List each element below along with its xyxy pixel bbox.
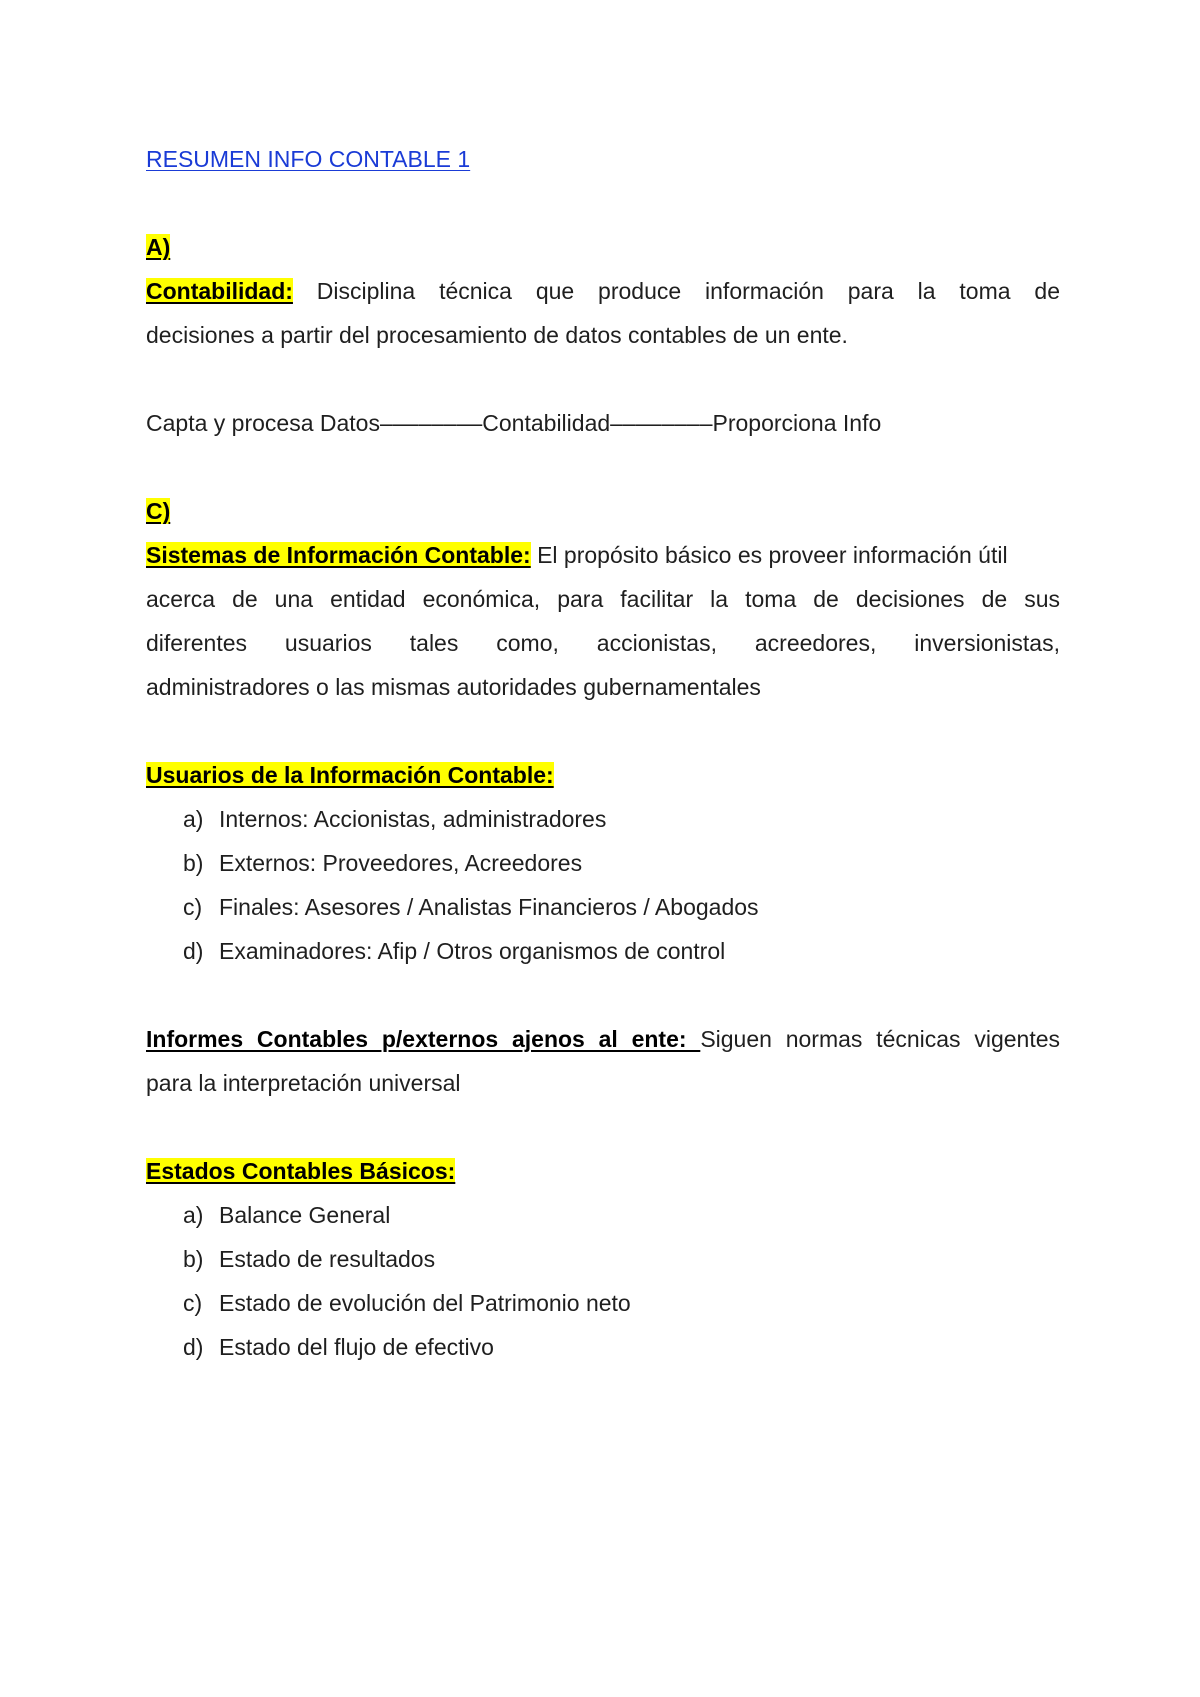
informes-definition-text-2: para la interpretación universal <box>146 1070 461 1096</box>
list-marker: a) <box>183 1202 204 1228</box>
section-a-label-line <box>146 225 1060 269</box>
estados-heading: Estados Contables Básicos: <box>146 1158 456 1184</box>
section-c-definition-text-3: diferentes usuarios tales como, accionistas, acreedores, inversionistas, <box>146 630 1060 656</box>
section-a-definition-line-2 <box>146 313 1060 357</box>
section-a-flow-text: Capta y procesa Datos––––––––Contabilidad––––––––Proporciona Info <box>146 410 882 436</box>
section-c-label: C) <box>146 498 171 524</box>
section-c-definition-text-2: acerca de una entidad económica, para facilitar la toma de decisiones de sus <box>146 586 1060 612</box>
section-c-definition-text-4: administradores o las mismas autoridades gubernamentales <box>146 674 761 700</box>
spacer <box>146 1105 1060 1149</box>
list-marker: c) <box>183 1290 203 1316</box>
list-item <box>146 841 1060 885</box>
informes-definition-line-2 <box>146 1061 1060 1105</box>
list-item <box>146 1193 1060 1237</box>
informes-definition-text-1: Siguen normas técnicas vigentes <box>700 1026 1060 1052</box>
spacer <box>146 445 1060 489</box>
spacer <box>146 973 1060 1017</box>
document-page <box>146 137 1060 1369</box>
section-c-definition-line-4 <box>146 665 1060 709</box>
section-c-definition-line-2 <box>146 577 1060 621</box>
list-item-text: Estado de resultados <box>219 1246 436 1272</box>
list-marker: a) <box>183 806 204 832</box>
list-item <box>146 1325 1060 1369</box>
list-marker: c) <box>183 894 203 920</box>
section-a-definition-line-1 <box>146 269 1060 313</box>
list-marker: b) <box>183 850 204 876</box>
section-a-definition-text-2: decisiones a partir del procesamiento de datos contables de un ente. <box>146 322 848 348</box>
section-c-label-line <box>146 489 1060 533</box>
usuarios-heading: Usuarios de la Información Contable: <box>146 762 554 788</box>
usuarios-heading-line <box>146 753 1060 797</box>
list-item-text: Finales: Asesores / Analistas Financieros / Abogados <box>219 894 759 920</box>
list-marker: b) <box>183 1246 204 1272</box>
list-item <box>146 797 1060 841</box>
document-title: RESUMEN INFO CONTABLE 1 <box>146 146 471 172</box>
list-item <box>146 1237 1060 1281</box>
section-a-label: A) <box>146 234 171 260</box>
list-item-text: Examinadores: Afip / Otros organismos de control <box>219 938 726 964</box>
spacer <box>146 709 1060 753</box>
list-item <box>146 885 1060 929</box>
informes-definition-line-1 <box>146 1017 1060 1061</box>
section-a-definition-text-1: Disciplina técnica que produce información para la toma de <box>292 278 1060 304</box>
section-c-term: Sistemas de Información Contable: <box>146 542 531 568</box>
list-marker: d) <box>183 1334 204 1360</box>
list-item-text: Internos: Accionistas, administradores <box>219 806 607 832</box>
list-item <box>146 929 1060 973</box>
section-a-term: Contabilidad: <box>146 278 293 304</box>
section-c-definition-line-3 <box>146 621 1060 665</box>
section-c-definition-text-1: El propósito básico es proveer información útil <box>530 542 1008 568</box>
list-item-text: Estado del flujo de efectivo <box>219 1334 494 1360</box>
spacer <box>146 181 1060 225</box>
list-item <box>146 1281 1060 1325</box>
informes-term: Informes Contables p/externos ajenos al ente: <box>146 1026 701 1052</box>
list-item-text: Externos: Proveedores, Acreedores <box>219 850 583 876</box>
document-title-line <box>146 137 1060 181</box>
section-a-flow-line <box>146 401 1060 445</box>
estados-heading-line <box>146 1149 1060 1193</box>
list-marker: d) <box>183 938 204 964</box>
spacer <box>146 357 1060 401</box>
list-item-text: Balance General <box>219 1202 391 1228</box>
section-c-definition-line-1 <box>146 533 1060 577</box>
list-item-text: Estado de evolución del Patrimonio neto <box>219 1290 631 1316</box>
